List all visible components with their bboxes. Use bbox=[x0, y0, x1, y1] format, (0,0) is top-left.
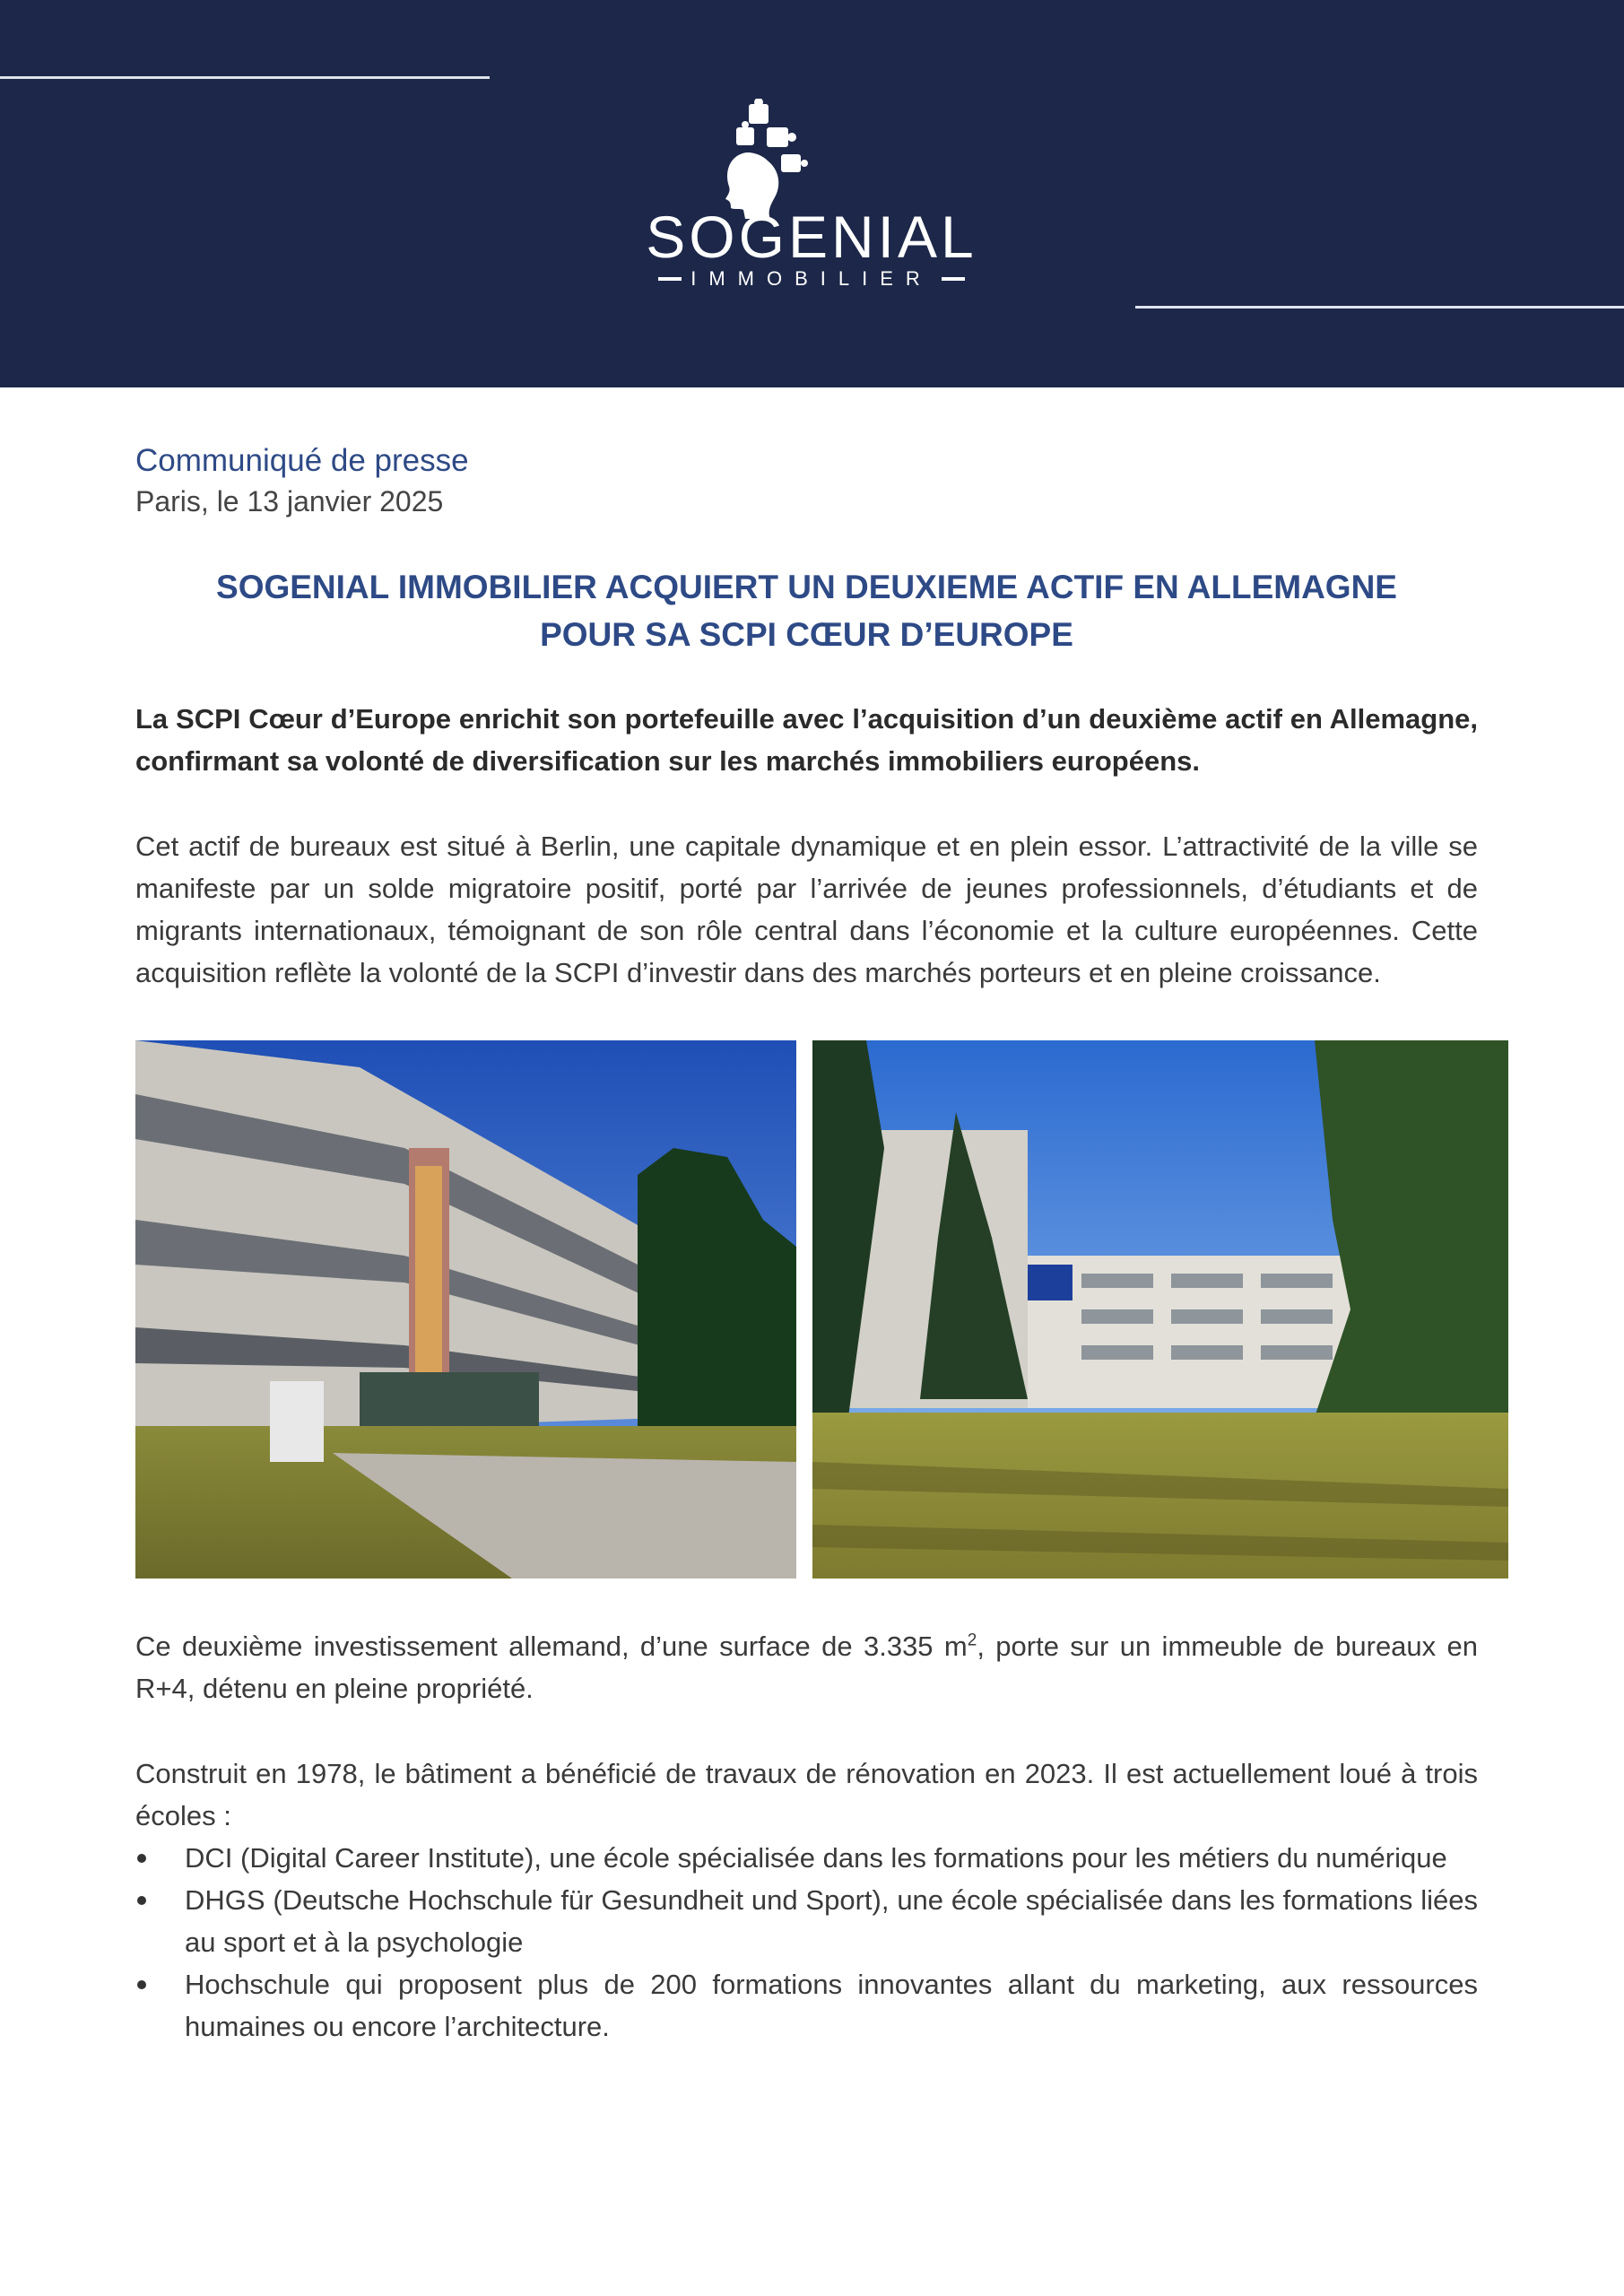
list-item-text: DHGS (Deutsche Hochschule für Gesundheit und Sport), une école spécialisée dans les formations liées au sport et à la psychologie bbox=[185, 1884, 1478, 1958]
header-rule-left bbox=[0, 76, 490, 79]
building-photo-courtyard bbox=[812, 1040, 1508, 1578]
bullet-icon bbox=[137, 1980, 146, 1989]
body-paragraph-berlin: Cet actif de bureaux est situé à Berlin, une capitale dynamique et en plein essor. L’attractivité de la ville se manifeste par un solde migratoire positif, porté par l’arrivée de jeunes professionnels, d’étudiants et de migrants internationaux, témoignant de son rôle central dans l’économie et la culture européennes. Cette acquisition reflète la volonté de la SCPI d’investir dans des marchés porteurs et en pleine croissance. bbox=[135, 831, 1478, 988]
dateline: Paris, le 13 janvier 2025 bbox=[135, 485, 444, 517]
brand-wordmark: SOGENIAL bbox=[646, 204, 977, 270]
subtitle-dash-right bbox=[942, 277, 965, 281]
list-item bbox=[135, 1963, 1478, 2048]
sogenial-head-logo-icon bbox=[704, 99, 812, 220]
subtitle-dash-left bbox=[658, 277, 682, 281]
title-line-1: SOGENIAL IMMOBILIER ACQUIERT UN DEUXIEME ACTIF EN ALLEMAGNE bbox=[216, 569, 1397, 605]
header-banner bbox=[0, 0, 1624, 387]
schools-list bbox=[135, 1837, 1478, 2048]
body-paragraph-construction: Construit en 1978, le bâtiment a bénéficié de travaux de rénovation en 2023. Il est actuellement loué à trois écoles : bbox=[135, 1758, 1478, 1831]
bullet-icon bbox=[137, 1854, 146, 1863]
surface-text-after: , porte sur un immeuble de bureaux en R+4, détenu en pleine propriété. bbox=[135, 1631, 1478, 1704]
list-item bbox=[135, 1837, 1478, 1879]
title-line-2: POUR SA SCPI CŒUR D’EUROPE bbox=[540, 616, 1073, 653]
brand-subtitle-text: IMMOBILIER bbox=[690, 267, 933, 290]
lead-paragraph: La SCPI Cœur d’Europe enrichit son portefeuille avec l’acquisition d’un deuxième actif en Allemagne, confirmant sa volonté de diversification sur les marchés immobiliers européens. bbox=[135, 703, 1478, 777]
bullet-icon bbox=[137, 1896, 146, 1905]
surface-text-before: Ce deuxième investissement allemand, d’une surface de 3.335 m bbox=[135, 1631, 968, 1662]
brand-subtitle bbox=[648, 267, 975, 291]
body-paragraph-surface bbox=[135, 1625, 1478, 1709]
page-title bbox=[135, 563, 1478, 658]
building-photo-front bbox=[135, 1040, 796, 1578]
list-item bbox=[135, 1879, 1478, 1963]
header-rule-right bbox=[1135, 306, 1624, 309]
list-item-text: DCI (Digital Career Institute), une école spécialisée dans les formations pour les métiers du numérique bbox=[185, 1842, 1447, 1874]
press-release-label: Communiqué de presse bbox=[135, 443, 469, 478]
list-item-text: Hochschule qui proposent plus de 200 formations innovantes allant du marketing, aux ressources humaines ou encore l’architecture. bbox=[185, 1969, 1478, 2042]
surface-text-sup: 2 bbox=[967, 1631, 977, 1650]
